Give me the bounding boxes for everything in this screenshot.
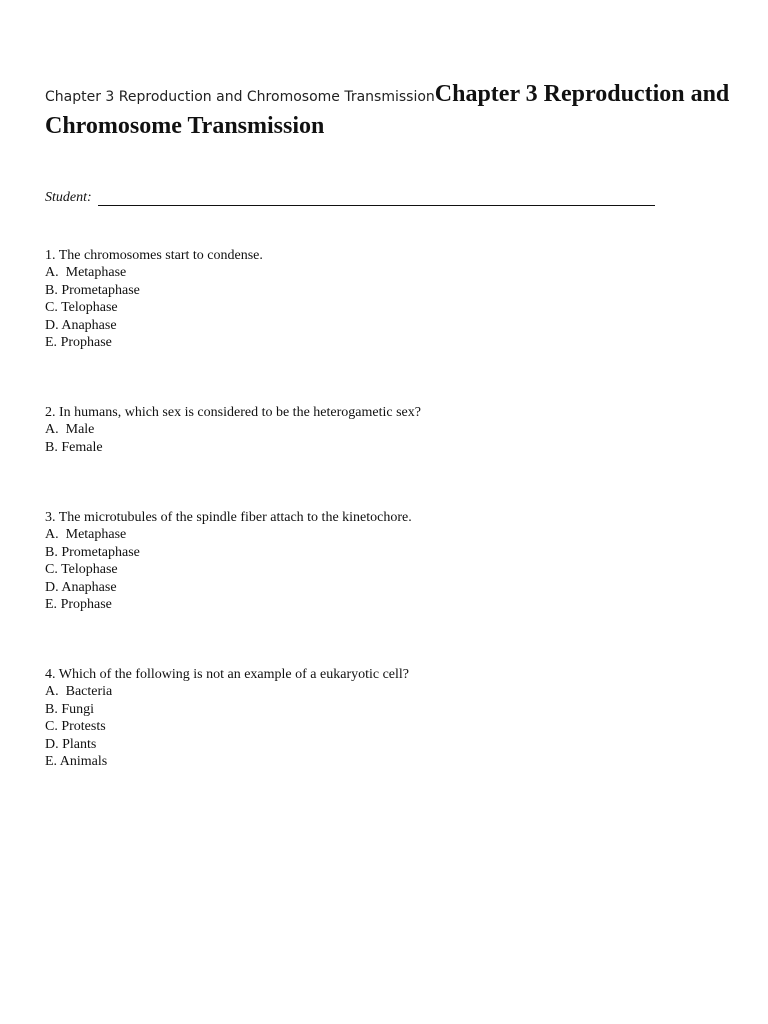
option-letter: E. (45, 335, 58, 351)
question-number: 1. (45, 248, 56, 263)
option-letter: B. (45, 544, 58, 560)
answer-option[interactable] (45, 334, 745, 351)
answer-option[interactable] (45, 701, 745, 718)
option-letter: A. (45, 422, 59, 438)
page-title: Chapter 3 Reproduction and Chromosome Transmission (45, 81, 730, 139)
option-letter: A. (45, 684, 59, 700)
answer-option[interactable] (45, 282, 745, 299)
answer-option[interactable] (45, 718, 745, 735)
question-4 (45, 666, 745, 770)
option-letter: C. (45, 562, 58, 578)
option-text: Anaphase (61, 579, 117, 595)
option-text: Telophase (61, 300, 118, 316)
answer-option[interactable] (45, 736, 745, 753)
question-2 (45, 404, 745, 456)
question-stem (45, 509, 745, 526)
option-text: Fungi (61, 701, 95, 717)
answer-option[interactable] (45, 561, 745, 578)
option-letter: B. (45, 282, 58, 298)
question-number: 2. (45, 405, 56, 420)
title-block (45, 80, 735, 143)
option-text: Prometaphase (61, 282, 140, 298)
student-name-line[interactable] (98, 205, 655, 206)
answer-option[interactable] (45, 421, 745, 438)
option-text: Plants (62, 736, 97, 752)
student-field (45, 190, 655, 210)
question-stem (45, 666, 745, 683)
option-text: Telophase (61, 562, 118, 578)
question-1 (45, 247, 745, 351)
student-label: Student: (45, 190, 92, 205)
option-text: Prophase (60, 335, 112, 351)
option-letter: E. (45, 754, 58, 770)
answer-option[interactable] (45, 596, 745, 613)
answer-option[interactable] (45, 579, 745, 596)
option-letter: B. (45, 439, 58, 455)
running-title: Chapter 3 Reproduction and Chromosome Transmission (45, 89, 435, 105)
option-text: Metaphase (65, 527, 127, 543)
question-number: 3. (45, 510, 56, 525)
option-letter: C. (45, 719, 58, 735)
option-text: Metaphase (65, 265, 127, 281)
answer-option[interactable] (45, 526, 745, 543)
option-letter: D. (45, 736, 59, 752)
option-letter: C. (45, 300, 58, 316)
option-text: Protests (61, 719, 106, 735)
answer-option[interactable] (45, 753, 745, 770)
answer-option[interactable] (45, 299, 745, 316)
answer-option[interactable] (45, 544, 745, 561)
option-text: Prometaphase (61, 544, 140, 560)
question-text: The chromosomes start to condense. (58, 248, 263, 263)
option-text: Animals (59, 754, 108, 770)
option-text: Male (65, 422, 95, 438)
option-letter: B. (45, 701, 58, 717)
answer-option[interactable] (45, 317, 745, 334)
answer-option[interactable] (45, 439, 745, 456)
option-letter: D. (45, 579, 59, 595)
question-3 (45, 509, 745, 613)
option-letter: D. (45, 317, 59, 333)
option-letter: A. (45, 527, 59, 543)
option-letter: A. (45, 265, 59, 281)
answer-option[interactable] (45, 264, 745, 281)
question-stem (45, 404, 745, 421)
option-letter: E. (45, 597, 58, 613)
question-text: The microtubules of the spindle fiber attach to the kinetochore. (58, 510, 412, 525)
question-number: 4. (45, 667, 56, 682)
answer-option[interactable] (45, 683, 745, 700)
option-text: Bacteria (65, 684, 113, 700)
question-stem (45, 247, 745, 264)
question-text: Which of the following is not an example of a eukaryotic cell? (58, 667, 410, 682)
question-text: In humans, which sex is considered to be the heterogametic sex? (59, 405, 421, 420)
option-text: Female (61, 439, 103, 455)
option-text: Prophase (60, 597, 112, 613)
option-text: Anaphase (61, 317, 117, 333)
